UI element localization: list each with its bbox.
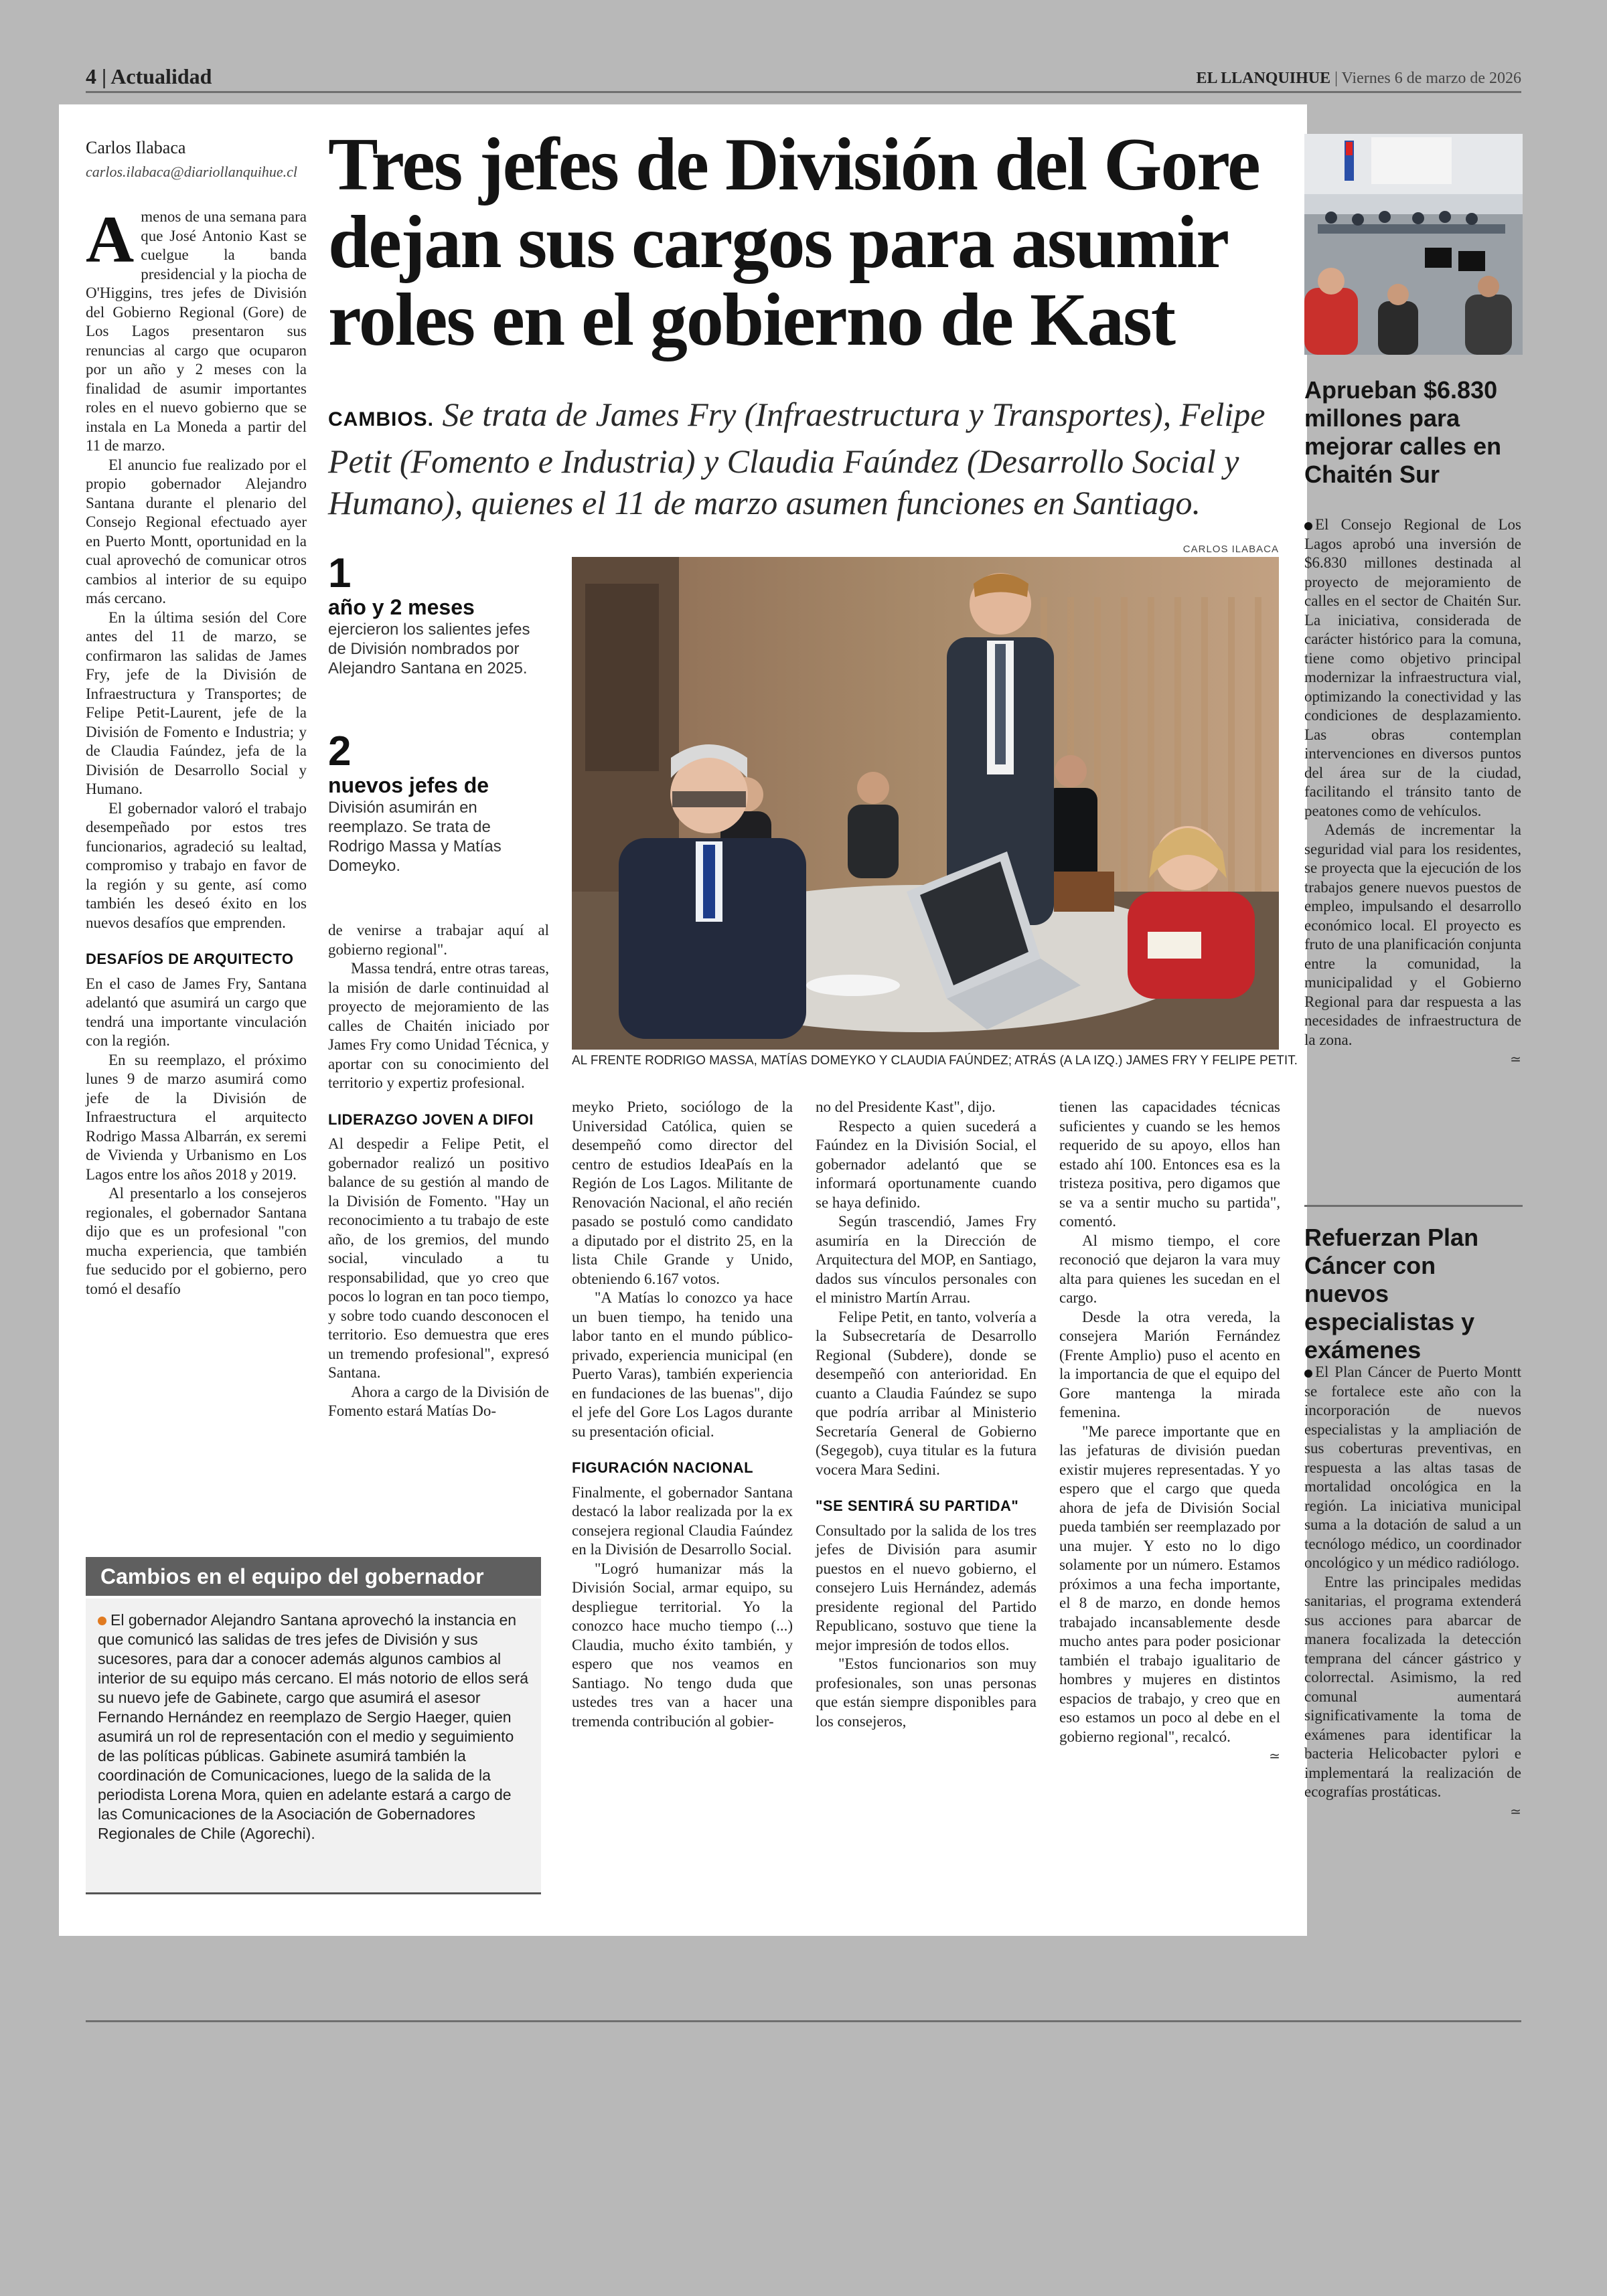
col1-p5: En el caso de James Fry, Santana adelantó que asumirá un cargo que tendrá una importante vinculación con la región.: [86, 975, 307, 1049]
fact-1-title: año y 2 meses: [328, 595, 475, 619]
end-mark-icon: ≃: [1510, 1051, 1521, 1067]
page-number: 4: [86, 64, 96, 88]
bullet-icon: [1304, 1370, 1312, 1378]
sidebar-story1-headline: Aprueban $6.830 millones para mejorar calles en Chaitén Sur: [1304, 376, 1502, 488]
meeting-photo-illustration: [572, 557, 1279, 1050]
sidebar-photo: [1304, 134, 1523, 355]
newspaper-name: EL LLANQUIHUE: [1196, 70, 1331, 87]
col2-p2: Massa tendrá, entre otras tareas, la misión de darle continuidad al proyecto de mejoramiento de las calles de Chaitén iniciado por James Fry como Unidad Técnica, y aportar con su conocimiento del territorio y expertiz profesional.: [328, 960, 549, 1091]
col4-p5: Consultado por la salida de los tres jefes de División para asumir puestos en el nuevo gobierno, el consejero Luis Hernández, además presidente regional del Partido Republicano, sostuvo que tiene la mejor impresión de todos ellos.: [816, 1522, 1037, 1653]
col2-p1: de venirse a trabajar aquí al gobierno regional".: [328, 922, 549, 958]
col2-subhead: LIDERAZGO JOVEN A DIFOI: [328, 1111, 534, 1128]
footer-rule: [86, 2020, 1521, 2022]
sidebar-story2-body: [1304, 1363, 1521, 1821]
deck-kicker: CAMBIOS.: [328, 408, 434, 430]
col4-p3: Según trascendió, James Fry asumiría en la Dirección de Arquitectura del MOP, en Santiago, dados sus vínculos personales con el ministro Martín Arrau.: [816, 1213, 1037, 1306]
sidebar-story2-p1: El Plan Cáncer de Puerto Montt se fortalece este año con la incorporación de nuevos especialistas y la ampliación de sus coberturas preventivas, en respuesta a las altas tasas de mortalidad oncológica en la región. La iniciativa municipal suma a la dotación de salud a un tecnólogo médico, un coordinador oncológico y un médico radiólogo.: [1304, 1364, 1521, 1571]
photo-credit: CARLOS ILABACA: [1182, 544, 1279, 555]
fact-2-title: nuevos jefes de: [328, 773, 489, 797]
box-title: Cambios en el equipo del gobernador: [86, 1557, 541, 1596]
photo-caption: AL FRENTE RODRIGO MASSA, MATÍAS DOMEYKO Y CLAUDIA FAÚNDEZ; ATRÁS (A LA IZQ.) JAMES FRY Y FELIPE PETIT.: [572, 1054, 1298, 1068]
box-text: El gobernador Alejandro Santana aprovechó la instancia en que comunicó las salidas de tres jefes de División y sus sucesores, para dar a conocer además algunos cambios al interior de su equipo más cercano. El más notorio de ellos será su nuevo jefe de Gabinete, cargo que asumirá el asesor Fernando Hernández en reemplazo de Sergio Haeger, quien asumirá un rol de representación con el medio y seguimiento de las políticas públicas. Gabinete asumirá también la coordinación de Comunicaciones, luego de la salida de la periodista Lorena Mora, quien en adelante estará a cargo de las Comunicaciones de la Asociación de Gobernadores Regionales de Chile (Agorechi).: [98, 1611, 529, 1842]
author-name: Carlos Ilabaca: [86, 138, 186, 157]
col4-subhead: "SE SENTIRÁ SU PARTIDA": [816, 1497, 1019, 1514]
col4-p6: "Estos funcionarios son muy profesionales, son unas personas que están siempre disponibles para los consejeros,: [816, 1655, 1037, 1730]
sidebar-divider: [1304, 1205, 1523, 1207]
fact-1-text: ejercieron los salientes jefes de División nombrados por Alejandro Santana en 2025.: [328, 621, 530, 677]
box-body: [86, 1598, 541, 1894]
col1-p3: En la última sesión del Core antes del 11 de marzo, se confirmaron las salidas de James Fry, jefe de la División de Infraestructura y Transportes; de Felipe Petit-Laurent, jefe de la División de Fomento e Industria; y de Claudia Faúndez, jefa de la División de Desarrollo Social y Humano.: [86, 608, 307, 797]
col1-subhead: DESAFÍOS DE ARQUITECTO: [86, 951, 294, 967]
headline: Tres jefes de División del Gore dejan sus cargos para asumir roles en el gobierno de Kast: [328, 123, 1259, 361]
fact-2-number: 2: [328, 728, 352, 774]
issue-date: Viernes 6 de marzo de 2026: [1341, 70, 1521, 87]
col4-p2: Respecto a quien sucederá a Faúndez en la División Social, el gobernador adelantó que se informará oportunamente cuando se haya definido.: [816, 1117, 1037, 1211]
col1-p6: En su reemplazo, el próximo lunes 9 de marzo asumirá como jefe de la División de Infraestructura el arquitecto Rodrigo Massa Albarrán, ex seremi de Vivienda y Urbanismo en Los Lagos entre los años 2018 y 2019.: [86, 1051, 307, 1183]
dateline: EL LLANQUIHUE | Viernes 6 de marzo de 2026: [1196, 70, 1521, 87]
column-4: [816, 1098, 1037, 1731]
col1-p7: Al presentarlo a los consejeros regionales, el gobernador Santana dijo que es un profesional "con mucha experiencia, que también fue seducido por el gobierno, pero tomó el desafío: [86, 1185, 307, 1297]
column-5: [1059, 1098, 1280, 1766]
col5-p3: Desde la otra vereda, la consejera Marión Fernández (Frente Amplio) puso el acento en la importancia de que el equipo del Gore mantenga la mirada femenina.: [1059, 1308, 1280, 1420]
col5-p4: "Me parece importante que en las jefaturas de división puedan existir mujeres representadas. Y yo espero que el cargo que queda ahora de jefa de División Social pueda también ser reemplazado por una mujer. Y esto no lo digo solamente por un número. Estamos próximos a una fecha importante, el 8 de marzo, en donde hemos trabajado incansablemente desde mucho antes para poder posicionar también el trabajo igualitario de hombres y mujeres en distintos espacios de trabajo, y creo que en eso estamos un poco al debe en el gobierno regional", recalcó.: [1059, 1422, 1280, 1745]
col2-p4: Ahora a cargo de la División de Fomento estará Matías Do-: [328, 1383, 549, 1419]
col3-subhead: FIGURACIÓN NACIONAL: [572, 1459, 754, 1476]
fact-2: [328, 728, 549, 876]
fact-1-number: 1: [328, 550, 352, 596]
sidebar-story2-p2: Entre las principales medidas sanitarias, el programa extenderá sus acciones para abarcar de manera focalizada la detección temprana del cáncer gástrico y colorrectal. Asimismo, la red comunal aumentará significativamente la toma de exámenes para identificar la bacteria Helicobacter pylori e implementará la realización de ecografías prostáticas.: [1304, 1573, 1521, 1800]
sidebar-story1-p2: Además de incrementar la seguridad vial para los residentes, se proyecta que la ejecución de los trabajos genere nuevos puestos de empleo, impulsando el desarrollo económico local. El proyecto es fruto de una planificación conjunta entre la comunidad, la municipalidad y el Gobierno Regional para dar respuesta a las necesidades de infraestructura de la zona.: [1304, 821, 1521, 1048]
author-email[interactable]: carlos.ilabaca@diariollanquihue.cl: [86, 163, 297, 180]
col1-p1: menos de una semana para que José Antonio Kast se cuelgue la banda presidencial y la piocha de O'Higgins, tres jefes de División del Gobierno Regional (Gore) de Los Lagos presentaron sus renuncias al cargo que ocuparon por un año y 2 meses con la finalidad de asumir importantes roles en el nuevo gobierno que se instala en La Moneda a partir del 11 de marzo.: [86, 208, 307, 454]
col3-p1: meyko Prieto, sociólogo de la Universidad Católica, quien se desempeñó como director del centro de estudios IdeaPaís en la Región de Los Lagos. Militante de Renovación Nacional, el año recién pasado se postuló como candidato a diputado por el distrito 25, en la lista Chile Grande y Unido, obteniendo 6.167 votos.: [572, 1098, 793, 1287]
meeting-photo: [572, 557, 1279, 1050]
col3-p3: Finalmente, el gobernador Santana destacó la labor realizada por la ex consejera regional Claudia Faúndez en la División de Desarrollo Social.: [572, 1483, 793, 1558]
column-3: [572, 1098, 793, 1731]
end-mark-icon: ≃: [1269, 1748, 1280, 1764]
bullet-icon: [98, 1617, 106, 1625]
col5-p1: tienen las capacidades técnicas suficientes y cuando se les hemos requerido de su apoyo, ellos han estado ahí 100. Entonces esa es la tristeza positiva, pero digamos que se va a sentir mucho su partida", comentó.: [1059, 1098, 1280, 1230]
col4-p1: no del Presidente Kast", dijo.: [816, 1098, 996, 1115]
column-2: [328, 921, 549, 1421]
section-name: Actualidad: [110, 64, 212, 88]
fact-1: [328, 550, 549, 678]
sidebar-story1-p1: El Consejo Regional de Los Lagos aprobó una inversión de $6.830 millones destinada al proyecto de mejoramiento de calles en el sector de Chaitén Sur. La iniciativa, considerada de carácter histórico para la comuna, tiene como objetivo principal modernizar la infraestructura vial, optimizando la conectividad y las condiciones de desplazamiento. Las obras contemplan intervenciones en diversos puntos del área sur de la ciudad, facilitando el tránsito tanto de peatones como de vehículos.: [1304, 516, 1521, 819]
col3-p4: "Logró humanizar más la División Social, armar equipo, su despliegue territorial. Yo la conozco hace mucho tiempo (...) Claudia, mucho éxito también, y espero que nos veamos en Santiago. No tengo duda que ustedes tres van a hacer una tremenda contribución al gobier-: [572, 1560, 793, 1730]
sidebar-story2-headline: Refuerzan Plan Cáncer con nuevos especialistas y exámenes: [1304, 1224, 1479, 1364]
dropcap: A: [86, 202, 135, 276]
col1-p4: El gobernador valoró el trabajo desempeñado por estos tres funcionarios, agradeció su lealtad, compromiso y trabajo en favor de la región y su gente, así como también les deseó éxito en los nuevos desafíos que emprenden.: [86, 799, 307, 931]
col2-p3: Al despedir a Felipe Petit, el gobernador realizó un positivo balance de su gestión al mando de la División de Fomento. "Hay un reconocimiento a tu trabajo de este año, de los gremios, del mundo social, vinculado a tu responsabilidad, que yo creo que pocos lo logran en tan poco tiempo, y sobre todo cuando desconocen el territorio. Eso demuestra que eres un tremendo profesional", expresó Santana.: [328, 1135, 549, 1381]
end-mark-icon: ≃: [1510, 1803, 1521, 1819]
col5-p2: Al mismo tiempo, el core reconoció que dejaron la vara muy alta para quienes les sucedan en el cargo.: [1059, 1232, 1280, 1306]
deck: [328, 394, 1279, 523]
fact-2-text: División asumirán en reemplazo. Se trata de Rodrigo Massa y Matías Domeyko.: [328, 799, 502, 875]
page-folio: 4 | Actualidad: [86, 64, 212, 88]
bullet-icon: [1304, 522, 1312, 530]
deck-text: Se trata de James Fry (Infraestructura y Transportes), Felipe Petit (Fomento e Industria) y Claudia Faúndez (Desarrollo Social y Humano), quienes el 11 de marzo asumen funciones en Santiago.: [328, 396, 1266, 521]
col4-p4: Felipe Petit, en tanto, volvería a la Subsecretaría de Desarrollo Regional (Subdere), donde se desempeñó con anterioridad. En cuanto a Claudia Faúndez se supo que podría arribar al Ministerio Secretaría General de Gobierno (Segegob), cuya titular es la futura vocera Mara Sedini.: [816, 1308, 1037, 1478]
sidebar-story1-body: [1304, 515, 1521, 1069]
header-rule: [86, 91, 1521, 93]
col3-p2: "A Matías lo conozco ya hace un buen tiempo, ha tenido una labor tanto en el mundo público-privado, experiencia municipal (en Puerto Varas), también experiencia en fundaciones de las buenas", dijo el jefe del Gore Los Lagos durante su presentación oficial.: [572, 1289, 793, 1440]
council-session-illustration: [1304, 134, 1523, 355]
column-1: [86, 202, 307, 1299]
col1-p2: El anuncio fue realizado por el propio gobernador Alejandro Santana durante el plenario del Consejo Regional efectuado ayer en Puerto Montt, oportunidad en la cual aprovechó de comunicar otros cambios al interior de su equipo más cercano.: [86, 456, 307, 606]
